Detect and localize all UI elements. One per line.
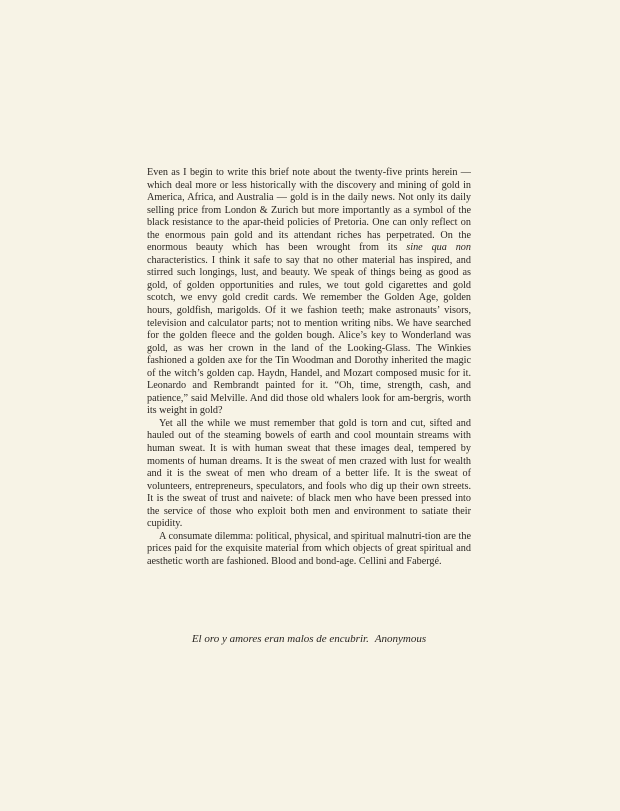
epigraph (147, 632, 471, 646)
paragraph-2: Yet all the while we must remember that gold is torn and cut, sifted and hauled out of the steaming bowels of earth and cool mountain streams with human sweat. It is with human sweat that these images deal, tempered by moments of human dreams. It is the sweat of men crazed with lust for wealth and it is the sweat of men who dream of a better life. It is the sweat of volunteers, entrepreneurs, speculators, and fools who dig up their own streets. It is the sweat of trust and naivete: of black men who have been pressed into the service of those who exploit both men and environment to satiate their cupidity. (147, 417, 471, 530)
paragraph-1 (147, 167, 471, 418)
epigraph-attribution: Anonymous (374, 633, 427, 645)
paragraph-1-text-end: characteristics. I think it safe to say that no other material has inspired, and stirred such longings, lust, and beauty. We speak of things being as good as gold, of golden opportunities and rules, we tout gold cigarettes and gold scotch, we envy gold credit cards. We remember the Golden Age, golden hours, goldfish, marigolds. Of it we fashion teeth; make astronauts’ visors, television and calculator parts; not to mention writing nibs. We have searched for the golden fleece and the golden bough. Alice’s key to Wonderland was gold, as was her crown in the land of the Looking-Glass. The Winkies fashioned a golden axe for the Tin Woodman and Dorothy inherited the magic of the witch’s golden cap. Haydn, Handel, and Mozart composed music for it. Leonardo and Rembrandt painted for it. “Oh, time, strength, cash, and patience,” said Melville. And did those old whalers look for am-bergris, worth its weight in gold? (147, 254, 471, 417)
paragraph-1-italic-phrase: sine qua non (406, 242, 471, 254)
paragraph-3: A consumate dilemma: political, physical, and spiritual malnutri-tion are the prices paid for the exquisite material from which objects of great spiritual and aesthetic worth are fashioned. Blood and bond-age. Cellini and Fabergé. (147, 530, 471, 567)
epigraph-quote: El oro y amores eran malos de encubrir. (191, 633, 369, 645)
paragraph-1-text-start: Even as I begin to write this brief note about the twenty-five prints herein — which deal more or less historically with the discovery and mining of gold in America, Africa, and Australia — gold is in the daily news. Not only its daily selling price from London & Zurich but more importantly as a symbol of the black resistance to the apar-theid policies of Pretoria. One can only reflect on the enormous pain gold and its attendant riches has perpetrated. On the enormous beauty which has been wrought from its (147, 167, 471, 254)
essay-body (147, 167, 471, 569)
